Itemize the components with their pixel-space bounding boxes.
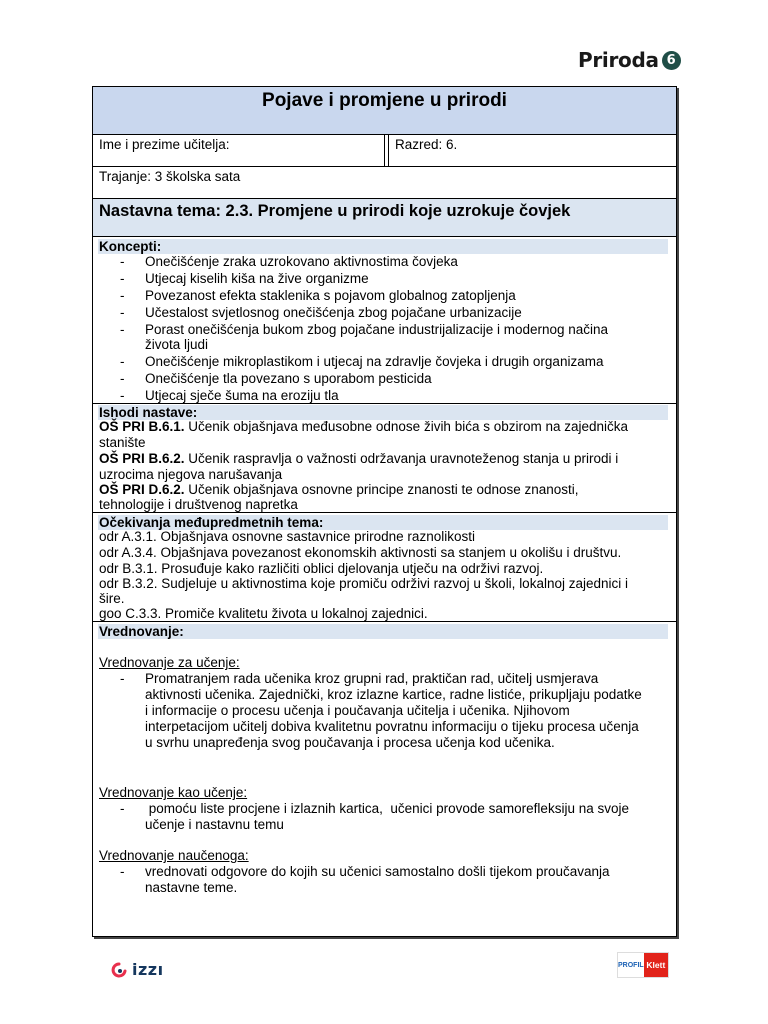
list-dash: - (120, 305, 125, 320)
outcome-code: OŠ PRI D.6.2. (99, 482, 185, 497)
lesson-topic: Nastavna tema: 2.3. Promjene u prirodi koje uzrokuje čovjek (99, 202, 571, 220)
class-label: Razred: 6. (395, 137, 458, 152)
grade-badge: 6 (662, 51, 681, 70)
list-dash: - (120, 254, 125, 269)
crosscurricular-line: šire. (99, 591, 125, 606)
izzi-mark-icon (110, 962, 128, 978)
klett-label: Klett (644, 953, 668, 977)
outcome-item: OŠ PRI B.6.1. Učenik objašnjava međusobne odnose živih bića s obzirom na zajednička (99, 419, 629, 434)
outcome-item-continuation: tehnologije i društvenog napretka (99, 497, 298, 512)
izzi-text: izzı (132, 960, 164, 979)
list-dash: - (120, 671, 125, 686)
duration-label: Trajanje: 3 školska sata (99, 169, 241, 184)
list-dash: - (120, 271, 125, 286)
evaluation-as-learning-title: Vrednovanje kao učenje: (99, 785, 248, 800)
crosscurricular-heading: Očekivanja međupredmetnih tema: (98, 515, 668, 530)
profil-label: PROFIL (618, 953, 644, 977)
page-title: Pojave i promjene u prirodi (262, 90, 507, 111)
outcomes-section (93, 404, 676, 513)
brand-name: Priroda (578, 48, 659, 72)
crosscurricular-line: odr A.3.4. Objašnjava povezanost ekonomskih aktivnosti sa stanjem u okolišu i društvu. (99, 545, 622, 560)
crosscurricular-section (93, 513, 676, 622)
izzi-logo (110, 960, 164, 979)
outcome-item: OŠ PRI B.6.2. Učenik raspravlja o važnosti održavanja uravnoteženog stanja u prirodi i (99, 451, 619, 466)
teacher-cell (93, 135, 385, 166)
list-dash: - (120, 288, 125, 303)
brand-logo (578, 48, 681, 72)
outcomes-heading: Ishodi nastave: (98, 405, 668, 420)
evaluation-for-learning-title: Vrednovanje za učenje: (99, 655, 240, 670)
concepts-section: Koncepti: - Onečišćenje zraka uzrokovano aktivnostima čovjeka - Utjecaj kiselih kiša na žive organizme - Povezanost efekta staklenika s pojavom globalnog zatopljenja - Učestalost svjetlosnog onečišćenja zbog pojačane urbanizacije - Porast onečišćenja bukom zbog pojačane industrijalizacije i modernog načina života ljudi - Onečišćenje mikroplastikom i utjecaj na zdravlje čovjeka i drugih organizama - Onečišćenje tla povezano s uporabom pesticida - Utjecaj sječe šuma na eroziju tla (93, 237, 676, 404)
crosscurricular-line: goo C.3.3. Promiče kvalitetu života u lokalnoj zajednici. (99, 606, 428, 621)
evaluation-of-learning-title: Vrednovanje naučenoga: (99, 848, 249, 863)
evaluation-section: Vrednovanje: Vrednovanje za učenje: - Promatranjem rada učenika kroz grupni rad, praktičan rad, učitelj usmjerava aktivnosti učenika. Zajednički, kroz izlazne kartice, radne listiće, prikupljaju podatke i informacije o procesu učenja i poučavanja učitelja i učenika. Njihovom interpetacijom učitelj dobiva kvalitetnu povratnu informaciju o tijeku procesa učenja u svrhu unapređenja svog poučavanja i procesa učenja kod učenika. Vrednovanje kao učenje: - pomoću liste procjene i izlaznih kartica, učenici provode samorefleksiju na svoje učenje i nastavnu temu Vrednovanje naučenoga: - vrednovati odgovore do kojih su učenici samostalno došli tijekom proučavanja nastavne teme. (93, 622, 676, 936)
info-row (93, 135, 676, 167)
class-cell (388, 135, 676, 166)
crosscurricular-line: odr A.3.1. Objašnjava osnovne sastavnice prirodne raznolikosti (99, 529, 475, 544)
crosscurricular-line: odr B.3.2. Sudjeluje u aktivnostima koje promiču održivi razvoj u školi, lokalnoj zajednici i (99, 576, 628, 591)
outcome-item-continuation: uzrocima njegova narušavanja (99, 467, 283, 482)
list-dash: - (120, 322, 125, 337)
duration-row (93, 167, 676, 199)
outcome-item-continuation: stanište (99, 435, 146, 450)
list-dash: - (120, 801, 125, 816)
concepts-heading: Koncepti: (98, 239, 668, 254)
teacher-label: Ime i prezime učitelja: (99, 137, 230, 152)
list-dash: - (120, 371, 125, 386)
outcome-code: OŠ PRI B.6.1. (99, 419, 185, 434)
profil-klett-logo (617, 952, 669, 978)
lesson-plan-table (92, 86, 677, 937)
topic-row (93, 199, 676, 237)
outcome-item: OŠ PRI D.6.2. Učenik objašnjava osnovne principe znanosti te odnose znanosti, (99, 482, 579, 497)
outcome-code: OŠ PRI B.6.2. (99, 451, 185, 466)
evaluation-heading: Vrednovanje: (98, 624, 668, 639)
list-dash: - (120, 864, 125, 879)
crosscurricular-line: odr B.3.1. Prosuđuje kako različiti oblici djelovanja utječu na održivi razvoj. (99, 561, 544, 576)
title-row (93, 87, 676, 135)
list-dash: - (120, 388, 125, 403)
list-dash: - (120, 354, 125, 369)
